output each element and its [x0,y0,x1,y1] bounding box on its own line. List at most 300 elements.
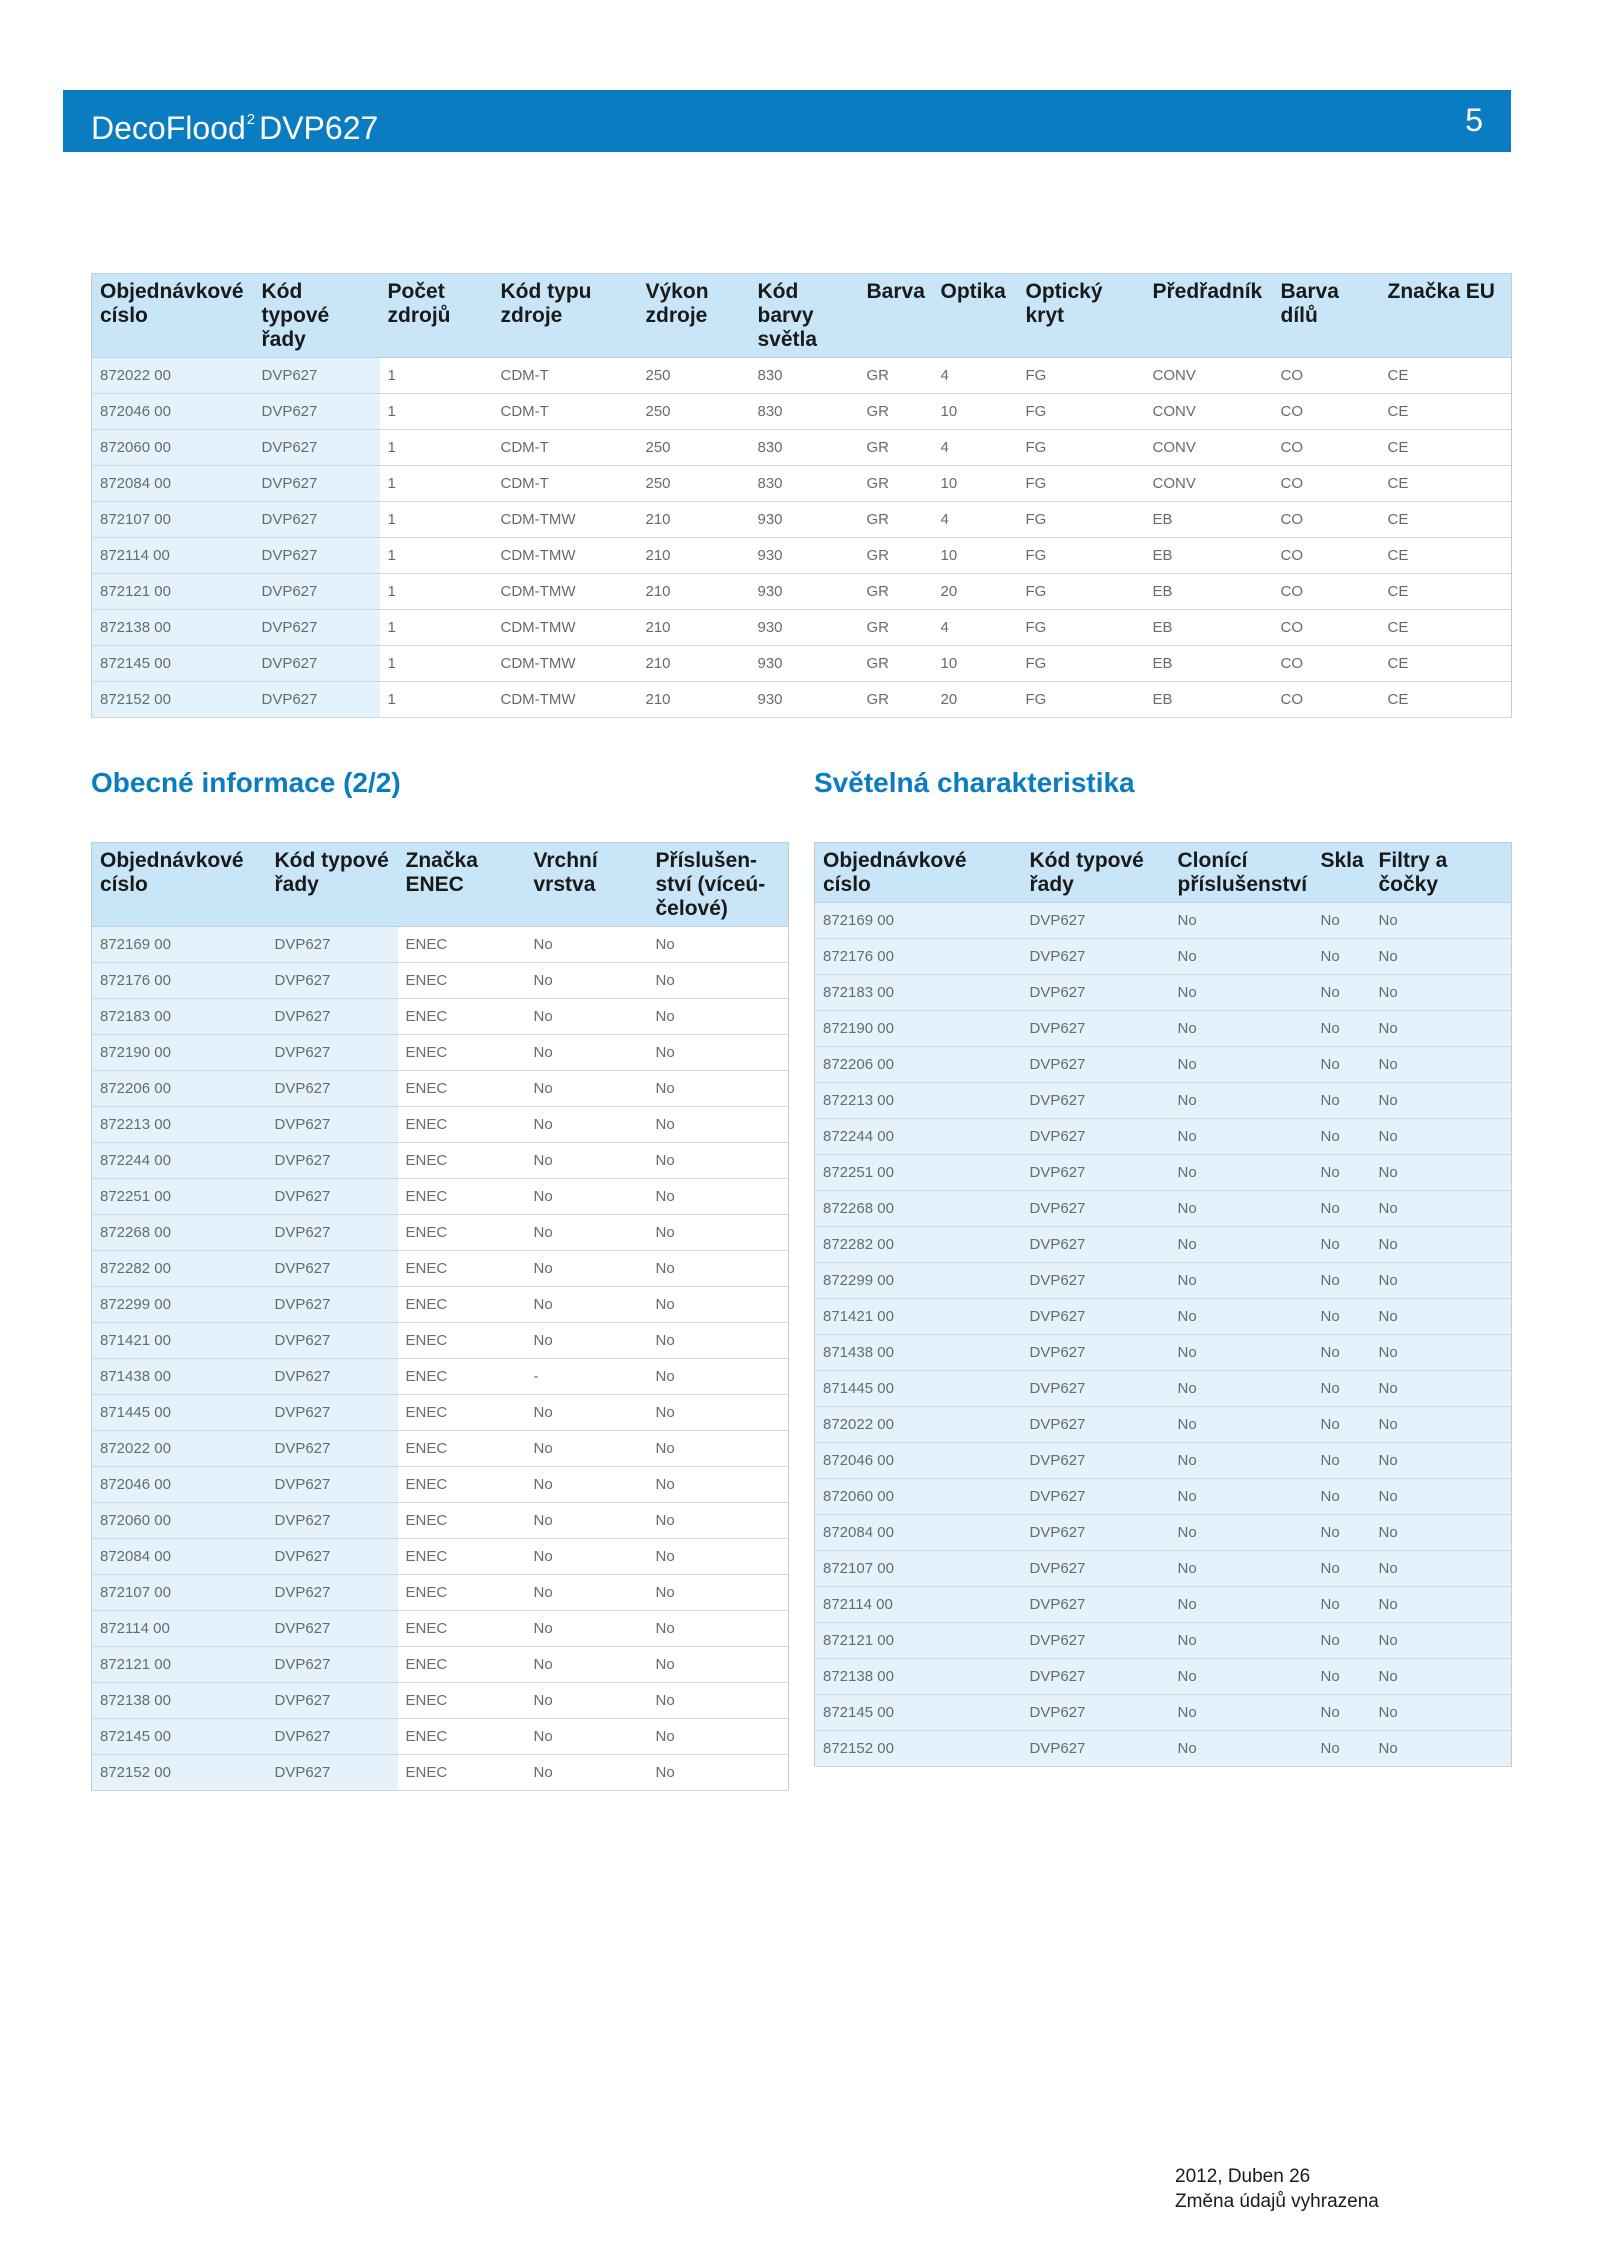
table-cell: FG [1018,610,1145,646]
table-cell: 871421 00 [92,1323,267,1359]
document-title [91,100,378,148]
table-cell: No [1170,1227,1313,1263]
table-cell: - [526,1359,648,1395]
column-header: Kód typové řady [254,274,380,358]
table-cell: 872176 00 [92,963,267,999]
table-row [815,1551,1512,1587]
table-cell: No [1170,1479,1313,1515]
table-cell: 930 [750,610,859,646]
column-header: Značka EU [1380,274,1512,358]
table-cell: ENEC [398,1107,526,1143]
table-cell: 830 [750,430,859,466]
table-cell: No [526,1503,648,1539]
table-row [92,1611,789,1647]
table-cell: No [526,1683,648,1719]
table-row [92,466,1512,502]
table-cell: 871445 00 [92,1395,267,1431]
table-cell: CDM-T [493,358,638,394]
table-row [92,1287,789,1323]
table-cell: No [1170,1011,1313,1047]
table-cell: 872183 00 [815,975,1022,1011]
column-header: Clonící příslušenství [1170,843,1313,903]
table-row [815,1407,1512,1443]
table-cell: DVP627 [1022,1623,1170,1659]
table-row [92,1755,789,1791]
table-cell: 872299 00 [815,1263,1022,1299]
table-cell: CE [1380,646,1512,682]
table-cell: No [1371,1299,1512,1335]
table-cell: 872145 00 [815,1695,1022,1731]
table-cell: ENEC [398,963,526,999]
table-row [815,1263,1512,1299]
table-cell: 1 [380,538,493,574]
table-row [92,358,1512,394]
table-cell: FG [1018,358,1145,394]
table-cell: 872176 00 [815,939,1022,975]
table-cell: 872251 00 [815,1155,1022,1191]
table-cell: DVP627 [1022,1587,1170,1623]
table-cell: No [1371,1083,1512,1119]
table-cell: DVP627 [1022,1155,1170,1191]
table-cell: DVP627 [267,1323,398,1359]
table-cell: No [648,1431,789,1467]
table-cell: No [1170,1731,1313,1767]
table-cell: ENEC [398,927,526,963]
table-cell: DVP627 [254,574,380,610]
table-cell: GR [859,646,933,682]
table-row [815,1155,1512,1191]
table-cell: No [526,1107,648,1143]
table-cell: EB [1145,574,1273,610]
table-cell: CDM-TMW [493,538,638,574]
table-row [92,1719,789,1755]
table-row [92,1323,789,1359]
table-cell: CO [1273,358,1380,394]
table-cell: No [1371,1587,1512,1623]
table-cell: No [526,1719,648,1755]
table-cell: ENEC [398,1287,526,1323]
table-cell: GR [859,466,933,502]
table-cell: No [1313,1011,1371,1047]
table-cell: No [648,1611,789,1647]
table-header-row [92,843,789,927]
table-cell: No [648,1035,789,1071]
table-cell: 930 [750,502,859,538]
table-row [92,574,1512,610]
table-cell: 10 [933,466,1018,502]
column-header: Kód typové řady [267,843,398,927]
table-cell: ENEC [398,1143,526,1179]
table-cell: No [1371,1731,1512,1767]
table-row [815,975,1512,1011]
table-cell: 830 [750,394,859,430]
product-model: DVP627 [259,110,379,146]
table-row [815,1191,1512,1227]
table-cell: No [526,927,648,963]
table-cell: 210 [638,538,750,574]
table-cell: No [526,1755,648,1791]
table-row [815,1443,1512,1479]
table-cell: No [1313,1155,1371,1191]
table-cell: DVP627 [267,1143,398,1179]
table-cell: No [1371,1263,1512,1299]
table-cell: 872190 00 [92,1035,267,1071]
table-row [815,1047,1512,1083]
table-cell: DVP627 [267,1035,398,1071]
table-cell: 871438 00 [815,1335,1022,1371]
table-cell: CE [1380,358,1512,394]
table-cell: FG [1018,682,1145,718]
table-cell: DVP627 [1022,1263,1170,1299]
table-cell: No [526,1179,648,1215]
table-row [92,1143,789,1179]
table-cell: 872022 00 [815,1407,1022,1443]
table-cell: No [1313,1227,1371,1263]
table-cell: CDM-T [493,466,638,502]
table-cell: 871445 00 [815,1371,1022,1407]
table-cell: 872084 00 [92,466,254,502]
table-cell: 1 [380,430,493,466]
table-cell: CONV [1145,430,1273,466]
table-cell: DVP627 [1022,1011,1170,1047]
table-row [92,999,789,1035]
table-cell: DVP627 [267,1395,398,1431]
table-cell: 4 [933,430,1018,466]
table-row [92,1575,789,1611]
column-header: Výkon zdroje [638,274,750,358]
table-cell: No [1313,1335,1371,1371]
table-row [92,610,1512,646]
table-cell: 210 [638,502,750,538]
table-cell: 1 [380,394,493,430]
table-cell: 20 [933,682,1018,718]
column-header: Objednávkové císlo [92,274,254,358]
table-cell: No [1313,1407,1371,1443]
table-cell: DVP627 [1022,1227,1170,1263]
table-cell: DVP627 [267,963,398,999]
table-cell: DVP627 [1022,1371,1170,1407]
column-header: Skla [1313,843,1371,903]
table-cell: FG [1018,466,1145,502]
table-cell: No [1313,1263,1371,1299]
table-cell: EB [1145,682,1273,718]
table-row [92,1395,789,1431]
table-cell: 872244 00 [815,1119,1022,1155]
table-row [815,1227,1512,1263]
general-info-table [91,842,789,1791]
table-cell: FG [1018,538,1145,574]
table-cell: CDM-TMW [493,502,638,538]
table-cell: No [526,1071,648,1107]
column-header: Kód typové řady [1022,843,1170,903]
column-header: Počet zdrojů [380,274,493,358]
table-cell: DVP627 [267,1071,398,1107]
table-cell: No [648,1143,789,1179]
table-cell: CE [1380,502,1512,538]
table-cell: No [1371,1191,1512,1227]
table-row [815,1011,1512,1047]
header-bar [63,90,1511,152]
table-cell: 4 [933,502,1018,538]
table-cell: No [1371,1623,1512,1659]
table-cell: ENEC [398,1323,526,1359]
table-cell: DVP627 [267,1647,398,1683]
table-cell: No [1313,1371,1371,1407]
table-cell: DVP627 [267,999,398,1035]
table-row [92,1071,789,1107]
table-cell: CDM-T [493,430,638,466]
table-cell: No [1170,1443,1313,1479]
table-cell: No [648,1107,789,1143]
table-cell: No [526,1431,648,1467]
table-cell: DVP627 [1022,1515,1170,1551]
table-cell: DVP627 [254,682,380,718]
table-cell: No [1170,1407,1313,1443]
column-header: Příslušen-ství (víceú-čelové) [648,843,789,927]
table-cell: No [526,1323,648,1359]
table-cell: No [648,1755,789,1791]
table-cell: FG [1018,394,1145,430]
table-cell: DVP627 [1022,1119,1170,1155]
table-cell: DVP627 [267,1575,398,1611]
table-cell: 872084 00 [92,1539,267,1575]
table-cell: No [1313,1083,1371,1119]
table-cell: DVP627 [267,1611,398,1647]
table-row [92,1251,789,1287]
table-cell: DVP627 [267,927,398,963]
table-cell: 930 [750,682,859,718]
table-cell: No [1371,1227,1512,1263]
table-cell: GR [859,574,933,610]
table-cell: 872046 00 [92,1467,267,1503]
table-cell: No [526,1143,648,1179]
table-cell: 872169 00 [815,903,1022,939]
table-cell: No [1170,1299,1313,1335]
footer [1175,2164,1379,2214]
table-cell: CE [1380,466,1512,502]
table-cell: 1 [380,358,493,394]
table-cell: 872152 00 [92,1755,267,1791]
table-cell: No [1313,1443,1371,1479]
table-cell: No [1371,1659,1512,1695]
table-cell: DVP627 [1022,1407,1170,1443]
table-cell: No [526,1467,648,1503]
table-cell: No [1371,1371,1512,1407]
column-header: Barva [859,274,933,358]
table-cell: No [1170,1119,1313,1155]
table-cell: CE [1380,574,1512,610]
table-cell: 872152 00 [815,1731,1022,1767]
table-cell: No [1371,1335,1512,1371]
table-row [92,1539,789,1575]
table-cell: No [1371,1011,1512,1047]
table-cell: No [526,999,648,1035]
table-cell: 872121 00 [92,574,254,610]
table-cell: 872060 00 [815,1479,1022,1515]
table-cell: No [1313,1551,1371,1587]
table-cell: No [526,1035,648,1071]
table-header-row [815,843,1512,903]
product-superscript: 2 [246,111,256,128]
table-cell: DVP627 [254,394,380,430]
table-cell: CDM-TMW [493,682,638,718]
table-cell: DVP627 [267,1719,398,1755]
table-cell: CDM-TMW [493,646,638,682]
table-cell: No [1170,939,1313,975]
table-cell: EB [1145,610,1273,646]
table-cell: ENEC [398,1503,526,1539]
table-cell: GR [859,358,933,394]
table-cell: 872121 00 [815,1623,1022,1659]
table-cell: 872060 00 [92,430,254,466]
table-cell: 210 [638,574,750,610]
table-cell: No [1371,1479,1512,1515]
table-cell: DVP627 [267,1179,398,1215]
light-characteristics-table [814,842,1512,1767]
table-cell: 872107 00 [92,502,254,538]
table-cell: DVP627 [267,1683,398,1719]
table-cell: FG [1018,646,1145,682]
footer-date: 2012, Duben 26 [1175,2166,1311,2187]
table-cell: No [648,1287,789,1323]
table-row [815,1119,1512,1155]
table-cell: DVP627 [254,430,380,466]
section-title-general-info: Obecné informace (2/2) [91,767,401,798]
table-cell: CONV [1145,358,1273,394]
table-cell: CDM-TMW [493,610,638,646]
table-cell: No [1371,939,1512,975]
table-cell: 872299 00 [92,1287,267,1323]
table-cell: No [1313,939,1371,975]
table-cell: 250 [638,466,750,502]
table-cell: CE [1380,430,1512,466]
table-cell: 872282 00 [815,1227,1022,1263]
table-cell: 872152 00 [92,682,254,718]
table-cell: No [526,1647,648,1683]
table-cell: No [648,1395,789,1431]
table-row [815,1623,1512,1659]
table-cell: 1 [380,646,493,682]
table-cell: No [1170,1047,1313,1083]
column-header: Barva dílů [1273,274,1380,358]
table-row [815,939,1512,975]
table-cell: No [1170,1623,1313,1659]
table-cell: DVP627 [267,1107,398,1143]
table-cell: 872107 00 [92,1575,267,1611]
table-cell: No [648,963,789,999]
table-cell: FG [1018,430,1145,466]
table-row [92,1035,789,1071]
table-row [92,1359,789,1395]
table-cell: 210 [638,610,750,646]
table-cell: No [1170,1587,1313,1623]
table-cell: CONV [1145,466,1273,502]
table-cell: No [1371,1047,1512,1083]
table-cell: No [1313,1119,1371,1155]
table-cell: ENEC [398,999,526,1035]
column-header: Značka ENEC [398,843,526,927]
table-cell: 872213 00 [92,1107,267,1143]
table-cell: 872206 00 [815,1047,1022,1083]
table-cell: 4 [933,610,1018,646]
table-cell: CDM-T [493,394,638,430]
table-cell: CO [1273,610,1380,646]
table-cell: No [1313,1047,1371,1083]
table-cell: 872213 00 [815,1083,1022,1119]
table-cell: ENEC [398,1467,526,1503]
table-cell: 872138 00 [92,1683,267,1719]
table-cell: 250 [638,358,750,394]
table-cell: No [648,1215,789,1251]
table-cell: No [1313,1515,1371,1551]
table-cell: DVP627 [1022,1479,1170,1515]
table-cell: No [1170,1263,1313,1299]
table-cell: DVP627 [1022,939,1170,975]
table-cell: No [1371,1551,1512,1587]
table-row [815,1479,1512,1515]
table-row [92,1107,789,1143]
table-row [815,1695,1512,1731]
table-cell: 872268 00 [815,1191,1022,1227]
table-cell: No [648,1503,789,1539]
table-cell: No [648,1719,789,1755]
table-cell: 872046 00 [815,1443,1022,1479]
table-cell: DVP627 [267,1503,398,1539]
table-cell: GR [859,538,933,574]
table-cell: 1 [380,466,493,502]
table-cell: No [648,1683,789,1719]
table-cell: 872244 00 [92,1143,267,1179]
table-cell: 872190 00 [815,1011,1022,1047]
table-cell: 872145 00 [92,1719,267,1755]
table-cell: No [648,1179,789,1215]
table-row [815,1731,1512,1767]
table-cell: 872169 00 [92,927,267,963]
table-cell: 20 [933,574,1018,610]
table-cell: ENEC [398,1755,526,1791]
table-cell: No [1371,1515,1512,1551]
column-header: Kód typu zdroje [493,274,638,358]
table-cell: CDM-TMW [493,574,638,610]
table-cell: 250 [638,430,750,466]
table-cell: No [1170,1335,1313,1371]
table-cell: No [648,1575,789,1611]
table-cell: 872107 00 [815,1551,1022,1587]
table-cell: CO [1273,682,1380,718]
table-cell: EB [1145,646,1273,682]
table-cell: 1 [380,574,493,610]
table-cell: No [526,1215,648,1251]
product-name: DecoFlood [91,110,246,146]
table-cell: 872114 00 [815,1587,1022,1623]
table-cell: 872022 00 [92,358,254,394]
table-row [92,430,1512,466]
table-cell: 872251 00 [92,1179,267,1215]
table-cell: 872206 00 [92,1071,267,1107]
table-row [815,1083,1512,1119]
table-row [92,927,789,963]
table-row [92,1503,789,1539]
table-cell: No [648,1467,789,1503]
table-cell: 872084 00 [815,1515,1022,1551]
table-cell: DVP627 [267,1539,398,1575]
table-row [92,1431,789,1467]
table-row [92,394,1512,430]
table-cell: No [1313,1479,1371,1515]
table-cell: 930 [750,574,859,610]
table-row [92,1683,789,1719]
table-cell: No [526,1611,648,1647]
